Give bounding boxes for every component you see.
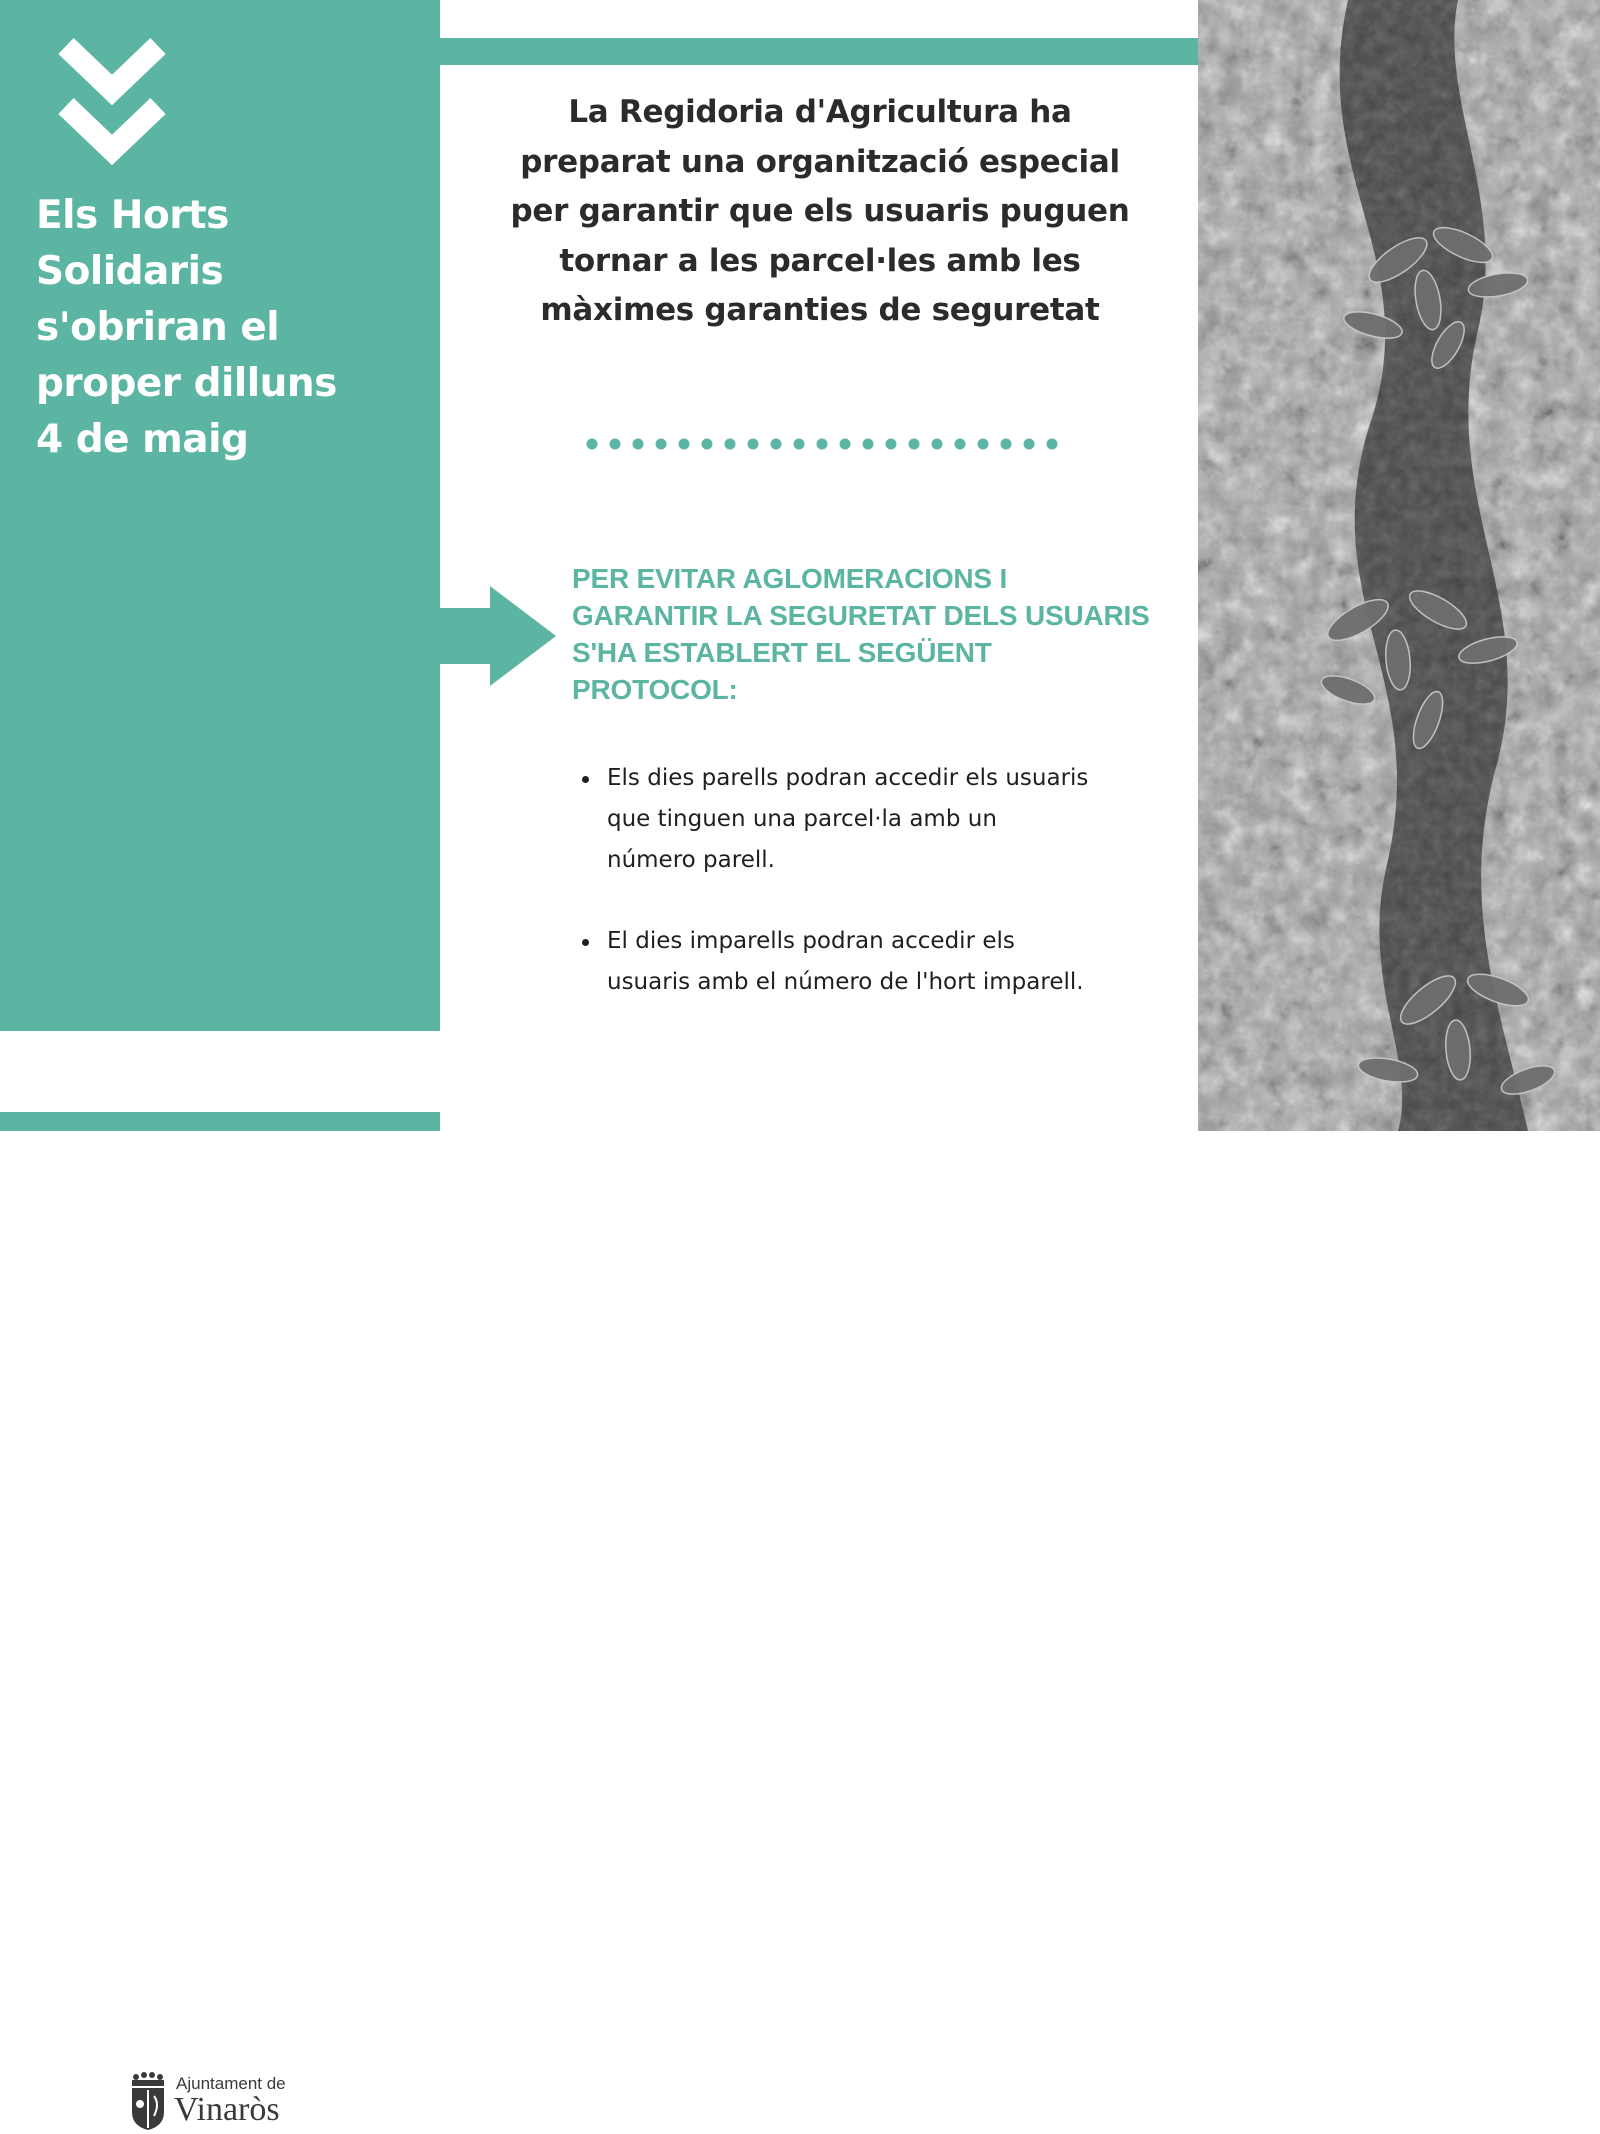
- divider-dot: [932, 439, 943, 450]
- divider-dot: [840, 439, 851, 450]
- rule-line: número parell.: [607, 847, 775, 873]
- protocol-heading-line: PER EVITAR AGLOMERACIONS I: [572, 563, 1008, 594]
- divider-dot: [1001, 439, 1012, 450]
- divider-dot: [725, 439, 736, 450]
- bottom-accent-strip: [0, 1112, 440, 1131]
- rule-item-odd: [582, 921, 1182, 1003]
- logo-area: [0, 1031, 440, 2128]
- divider-dot: [771, 439, 782, 450]
- divider-dot: [633, 439, 644, 450]
- headline: [36, 188, 416, 468]
- sidebar-panel: [0, 0, 440, 1031]
- soil-seedlings-photo: [1198, 0, 1600, 1131]
- divider-dot: [1047, 439, 1058, 450]
- divider-dot: [909, 439, 920, 450]
- divider-dot: [955, 439, 966, 450]
- divider-dot: [794, 439, 805, 450]
- protocol-heading-line: PROTOCOL:: [572, 674, 738, 705]
- rule-item-even: [582, 758, 1182, 881]
- headline-line: Solidaris: [36, 249, 224, 294]
- rule-line: usuaris amb el número de l'hort imparell.: [607, 969, 1084, 995]
- dotted-divider: [586, 436, 1066, 452]
- intro-text: [478, 88, 1162, 336]
- divider-dot: [679, 439, 690, 450]
- divider-dot: [587, 439, 598, 450]
- crest-icon: [128, 2072, 168, 2132]
- soil-photo-graphic: [1198, 0, 1600, 1131]
- rule-line: Els dies parells podran accedir els usuaris: [607, 765, 1089, 791]
- ajuntament-logo: [128, 2072, 328, 2134]
- headline-line: s'obriran el: [36, 305, 280, 350]
- divider-dot: [610, 439, 621, 450]
- rule-line: El dies imparells podran accedir els: [607, 928, 1015, 954]
- divider-dot: [748, 439, 759, 450]
- headline-line: 4 de maig: [36, 417, 249, 462]
- divider-dot: [886, 439, 897, 450]
- logo-big-text: Vinaròs: [174, 2091, 280, 2128]
- rules-list: [582, 758, 1182, 1043]
- intro-line: per garantir que els usuaris puguen: [510, 193, 1130, 229]
- divider-dot: [702, 439, 713, 450]
- intro-line: màximes garanties de seguretat: [540, 292, 1100, 328]
- divider-dot: [978, 439, 989, 450]
- protocol-heading-line: GARANTIR LA SEGURETAT DELS USUARIS: [572, 600, 1150, 631]
- intro-line: preparat una organització especial: [520, 143, 1120, 180]
- arrow-right-icon: [440, 586, 556, 686]
- double-chevron-down-icon: [52, 30, 172, 175]
- rule-line: que tinguen una parcel·la amb un: [607, 806, 997, 832]
- headline-line: Els Horts: [36, 193, 229, 238]
- divider-dot: [863, 439, 874, 450]
- intro-line: La Regidoria d'Agricultura ha: [568, 94, 1072, 130]
- divider-dot: [817, 439, 828, 450]
- headline-line: proper dilluns: [36, 361, 337, 406]
- logo-small-text: Ajuntament de: [176, 2074, 286, 2093]
- intro-line: tornar a les parcel·les amb les: [559, 242, 1081, 279]
- divider-dot: [1024, 439, 1035, 450]
- protocol-heading: [572, 560, 1172, 708]
- protocol-heading-line: S'HA ESTABLERT EL SEGÜENT: [572, 637, 992, 668]
- divider-dot: [656, 439, 667, 450]
